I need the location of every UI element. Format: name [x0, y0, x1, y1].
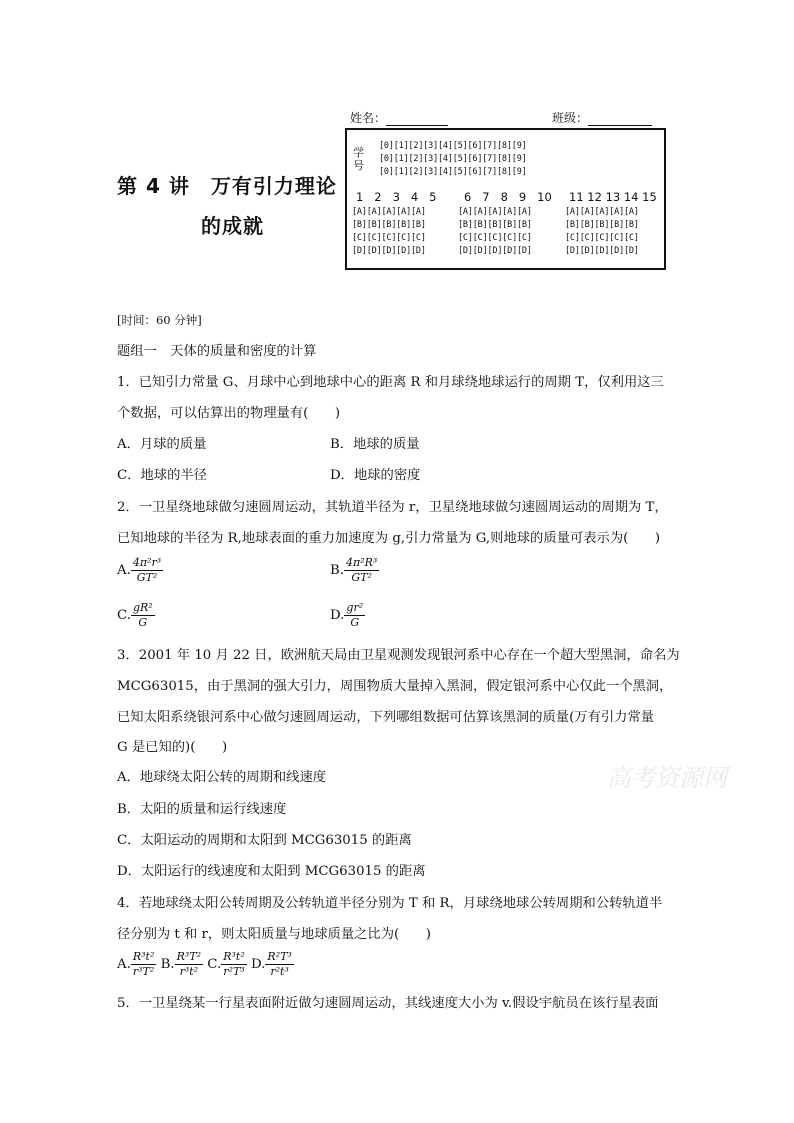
q3-line3: 已知太阳系绕银河系中心做匀速圆周运动，下列哪组数据可估算该黑洞的质量(万有引力常量 [117, 710, 655, 725]
choice-row-c-3[interactable]: [C][C][C][C][C] [565, 233, 639, 243]
choice-row-d-1[interactable]: [D][D][D][D][D] [352, 246, 426, 256]
q2-option-b [330, 556, 379, 585]
lesson-title-line2: 的成就 [201, 214, 264, 238]
q4-option-d [251, 950, 294, 978]
name-blank [386, 113, 448, 126]
choice-row-a-2[interactable]: [A][A][A][A][A] [458, 207, 532, 217]
q1-option-d: D．地球的密度 [330, 468, 421, 483]
q4-b-label: B. [160, 957, 175, 972]
q2-a-label: A. [117, 563, 131, 578]
q2-c-denominator: G [138, 616, 148, 629]
question-numbers-6-10: 6 7 8 9 10 [464, 190, 552, 204]
class-label: 班级： [552, 111, 589, 125]
id-digit-row-3[interactable]: [0][1][2][3][4][5][6][7][8][9] [379, 167, 527, 177]
time-note: [时间：60 分钟] [117, 313, 202, 327]
choice-row-d-2[interactable]: [D][D][D][D][D] [458, 246, 532, 256]
q3-option-a: A．地球绕太阳公转的周期和线速度 [117, 770, 327, 785]
q1-option-b: B．地球的质量 [330, 437, 420, 452]
q3-option-c: C．太阳运动的周期和太阳到 MCG63015 的距离 [117, 833, 412, 848]
q4-option-b [160, 950, 203, 978]
q4-a-numerator: R³t² [132, 950, 155, 963]
q4-option-a [117, 950, 156, 978]
q4-a-denominator: r³T² [132, 965, 155, 978]
name-label: 姓名： [350, 111, 387, 125]
q4-d-numerator: R²T³ [267, 950, 292, 963]
q3-option-b: B．太阳的质量和运行线速度 [117, 802, 287, 817]
q3-line1: 3．2001 年 10 月 22 日，欧洲航天局由卫星观测发现银河系中心存在一个超大型黑洞，命名为 [117, 648, 680, 663]
q2-b-label: B. [330, 563, 344, 578]
q2-d-denominator: G [350, 616, 360, 629]
q2-a-numerator: 4π²r³ [132, 556, 162, 569]
q4-a-label: A. [117, 957, 131, 972]
q2-option-c [117, 601, 155, 630]
q4-line2: 径分别为 t 和 r，则太阳质量与地球质量之比为( ) [117, 927, 431, 942]
lesson-title-line1: 第 4 讲 万有引力理论 [117, 174, 337, 198]
student-id-label: 学号 [353, 146, 364, 172]
q2-d-numerator: gr² [346, 601, 364, 614]
choice-row-d-3[interactable]: [D][D][D][D][D] [565, 246, 639, 256]
q2-option-a [117, 556, 163, 585]
choice-row-b-3[interactable]: [B][B][B][B][B] [565, 220, 639, 230]
choice-row-c-2[interactable]: [C][C][C][C][C] [458, 233, 532, 243]
q4-c-numerator: R³t² [223, 950, 245, 963]
q2-option-d [330, 601, 365, 630]
choice-row-a-1[interactable]: [A][A][A][A][A] [352, 207, 426, 217]
q4-c-label: C. [207, 957, 222, 972]
q1-line1: 1．已知引力常量 G、月球中心到地球中心的距离 R 和月球绕地球运行的周期 T，仅利用这三 [117, 375, 664, 390]
choice-row-c-1[interactable]: [C][C][C][C][C] [352, 233, 426, 243]
q4-d-label: D. [251, 957, 266, 972]
q3-line2: MCG63015，由于黑洞的强大引力，周围物质大量掉入黑洞，假定银河系中心仅此一个黑洞， [117, 679, 673, 694]
question-numbers-11-15: 11 12 13 14 15 [569, 190, 657, 204]
q4-b-numerator: R³T² [176, 950, 202, 963]
watermark: 高考资源网 [607, 764, 727, 792]
q2-c-numerator: gR² [132, 601, 153, 614]
q3-line4: G 是已知的)( ) [117, 740, 228, 755]
q1-line2: 个数据，可以估算出的物理量有( ) [117, 406, 341, 421]
q2-b-denominator: GT² [351, 571, 372, 584]
name-field [350, 109, 448, 126]
choice-row-b-1[interactable]: [B][B][B][B][B] [352, 220, 426, 230]
q4-d-denominator: r²t³ [270, 965, 289, 978]
q3-option-d: D．太阳运行的线速度和太阳到 MCG63015 的距离 [117, 864, 426, 879]
q2-b-numerator: 4π²R³ [346, 556, 378, 569]
answer-sheet [345, 128, 666, 270]
q2-d-label: D. [330, 608, 345, 623]
q1-option-c: C．地球的半径 [117, 468, 207, 483]
q4-option-c [207, 950, 246, 978]
id-digit-row-1[interactable]: [0][1][2][3][4][5][6][7][8][9] [379, 141, 527, 151]
group-title: 题组一 天体的质量和密度的计算 [117, 344, 317, 359]
id-digit-row-2[interactable]: [0][1][2][3][4][5][6][7][8][9] [379, 154, 527, 164]
q2-a-denominator: GT² [136, 571, 158, 584]
q4-c-denominator: r²T³ [223, 965, 245, 978]
q4-options [117, 950, 294, 979]
q4-line1: 4．若地球绕太阳公转周期及公转轨道半径分别为 T 和 R，月球绕地球公转周期和公转轨道半 [117, 896, 663, 911]
q2-c-label: C. [117, 608, 131, 623]
choice-row-a-3[interactable]: [A][A][A][A][A] [565, 207, 639, 217]
class-field [552, 109, 652, 126]
q1-option-a: A．月球的质量 [117, 437, 207, 452]
choice-row-b-2[interactable]: [B][B][B][B][B] [458, 220, 532, 230]
q5-line1: 5．一卫星绕某一行星表面附近做匀速圆周运动，其线速度大小为 v.假设宇航员在该行星表面 [117, 996, 659, 1011]
q2-line1: 2．一卫星绕地球做匀速圆周运动，其轨道半径为 r，卫星绕地球做匀速圆周运动的周期为 T， [117, 500, 668, 515]
question-numbers-1-5: 1 2 3 4 5 [356, 190, 437, 204]
q2-line2: 已知地球的半径为 R,地球表面的重力加速度为 g,引力常量为 G,则地球的质量可表示为( ) [117, 531, 661, 546]
class-blank [588, 113, 652, 126]
q4-b-denominator: r³t² [179, 965, 199, 978]
